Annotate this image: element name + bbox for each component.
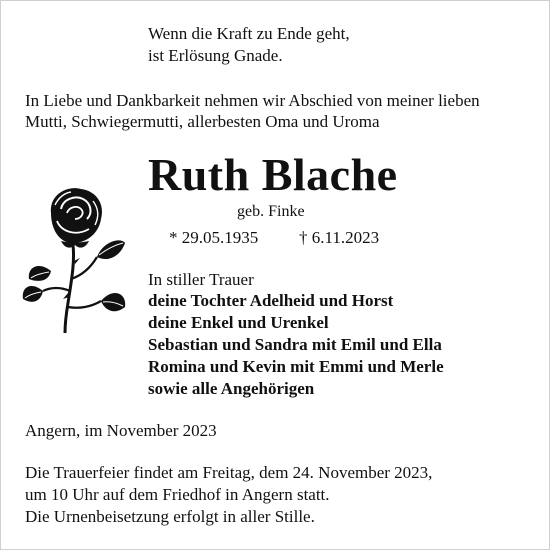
- mourners-heading: In stiller Trauer: [148, 270, 254, 289]
- motto-line-1: Wenn die Kraft zu Ende geht,: [148, 24, 350, 43]
- mourner-line: Sebastian und Sandra mit Emil und Ella: [148, 335, 442, 354]
- funeral-line-1: Die Trauerfeier findet am Freitag, dem 24. November 2023,: [25, 463, 433, 482]
- deceased-name: Ruth Blache: [148, 149, 398, 200]
- motto-line-2: ist Erlösung Gnade.: [148, 46, 283, 65]
- place-date: Angern, im November 2023: [25, 421, 217, 440]
- mourner-line: deine Tochter Adelheid und Horst: [148, 291, 394, 310]
- mourner-line: Romina und Kevin mit Emmi und Merle: [148, 357, 444, 376]
- funeral-line-3: Die Urnenbeisetzung erfolgt in aller Stille.: [25, 507, 315, 526]
- birth-date: * 29.05.1935: [169, 228, 259, 247]
- death-date: † 6.11.2023: [299, 228, 380, 247]
- mourner-line: deine Enkel und Urenkel: [148, 313, 329, 332]
- maiden-name: geb. Finke: [237, 203, 305, 220]
- mourner-line: sowie alle Angehörigen: [148, 379, 315, 398]
- intro-line-2: Mutti, Schwiegermutti, allerbesten Oma und Uroma: [25, 112, 380, 131]
- rose-icon: [21, 183, 127, 333]
- intro-line-1: In Liebe und Dankbarkeit nehmen wir Abschied von meiner lieben: [25, 91, 480, 110]
- funeral-line-2: um 10 Uhr auf dem Friedhof in Angern statt.: [25, 485, 330, 504]
